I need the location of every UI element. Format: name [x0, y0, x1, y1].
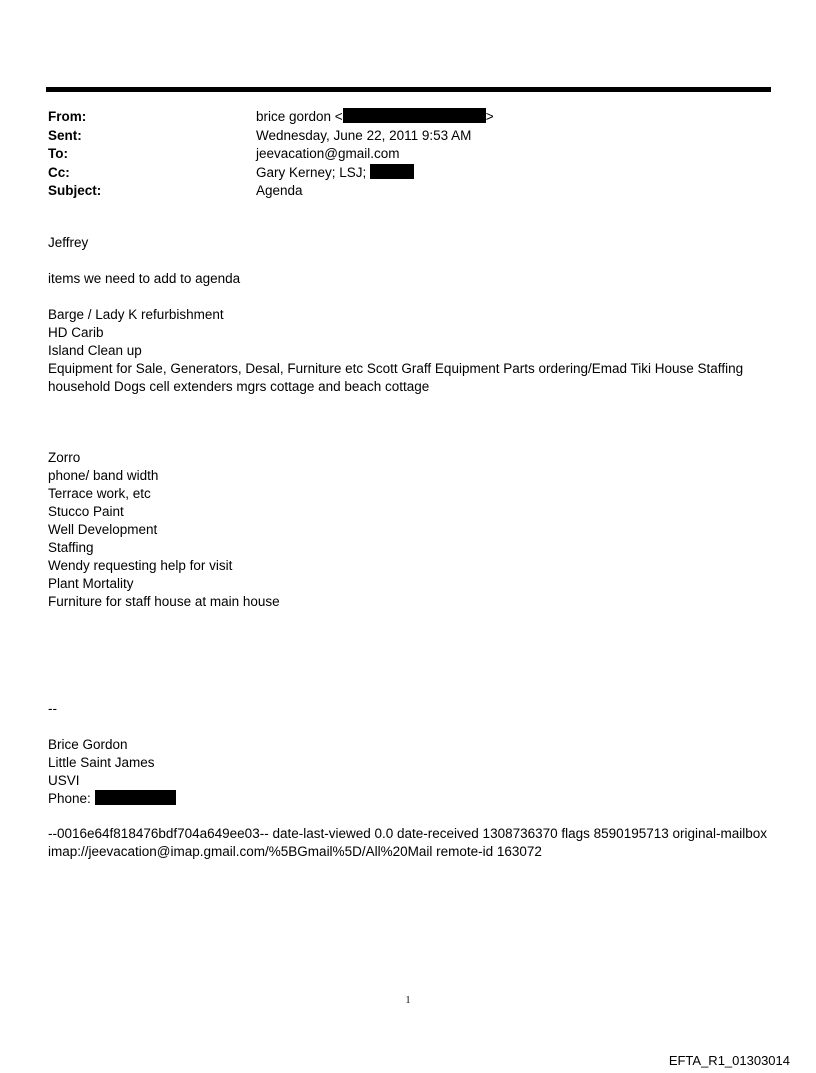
mailbox-metadata: --0016e64f818476bdf704a649ee03-- date-last-viewed 0.0 date-received 1308736370 flags 8590195713 original-mailbox imap://jeevacation@imap.gmail.com/%5BGmail%5D/All%20Mail remote-id 163072: [48, 826, 768, 859]
email-header: [48, 108, 494, 201]
list-item: Zorro: [48, 450, 81, 465]
agenda-list-second: [48, 449, 280, 611]
sent-value: Wednesday, June 22, 2011 9:53 AM: [256, 127, 472, 143]
from-name: brice gordon <: [256, 109, 343, 124]
from-suffix: >: [485, 109, 494, 124]
cc-value: [256, 164, 414, 183]
list-item: Island Clean up: [48, 343, 142, 358]
intro-line: items we need to add to agenda: [48, 271, 241, 286]
header-divider-rule: [46, 87, 771, 92]
signature-phone: [48, 790, 176, 808]
list-item: phone/ band width: [48, 468, 159, 483]
greeting: Jeffrey: [48, 235, 89, 250]
signature-region: USVI: [48, 773, 80, 788]
list-item: Plant Mortality: [48, 576, 134, 591]
list-item: Equipment for Sale, Generators, Desal, Furniture etc Scott Graff Equipment Parts ordering/Emad Tiki House Staffing household Dogs cell extenders mgrs cottage and beach cottage: [48, 361, 744, 394]
signature-place: Little Saint James: [48, 755, 155, 770]
list-item: Wendy requesting help for visit: [48, 558, 233, 573]
subject-value: Agenda: [256, 183, 303, 198]
header-cc-row: [48, 164, 494, 183]
page-number: 1: [405, 995, 411, 1006]
header-from-row: [48, 108, 494, 127]
list-item: Well Development: [48, 522, 158, 537]
header-subject-row: [48, 182, 494, 201]
signature-block: [48, 736, 176, 808]
list-item: Terrace work, etc: [48, 486, 151, 501]
redacted-email-block: [343, 108, 486, 123]
redacted-phone-block: [95, 790, 176, 805]
signature-name: Brice Gordon: [48, 737, 128, 752]
list-item: Furniture for staff house at main house: [48, 594, 280, 609]
subject-label: Subject:: [48, 183, 102, 198]
sent-label: Sent:: [48, 127, 82, 143]
from-value: [256, 108, 494, 127]
signature-separator: --: [48, 701, 57, 716]
redacted-cc-block: [370, 164, 414, 179]
to-value: jeevacation@gmail.com: [256, 146, 400, 161]
list-item: Staffing: [48, 540, 94, 555]
document-id: EFTA_R1_01303014: [668, 1053, 790, 1068]
list-item: Stucco Paint: [48, 504, 124, 519]
phone-label: Phone:: [48, 791, 91, 806]
from-label: From:: [48, 109, 87, 124]
cc-recipients: Gary Kerney; LSJ;: [256, 164, 367, 180]
to-label: To:: [48, 146, 68, 161]
agenda-list-first: [48, 306, 768, 394]
cc-label: Cc:: [48, 164, 70, 180]
header-sent-row: [48, 127, 494, 146]
header-to-row: [48, 145, 494, 164]
list-item: Barge / Lady K refurbishment: [48, 307, 224, 322]
list-item: HD Carib: [48, 325, 104, 340]
